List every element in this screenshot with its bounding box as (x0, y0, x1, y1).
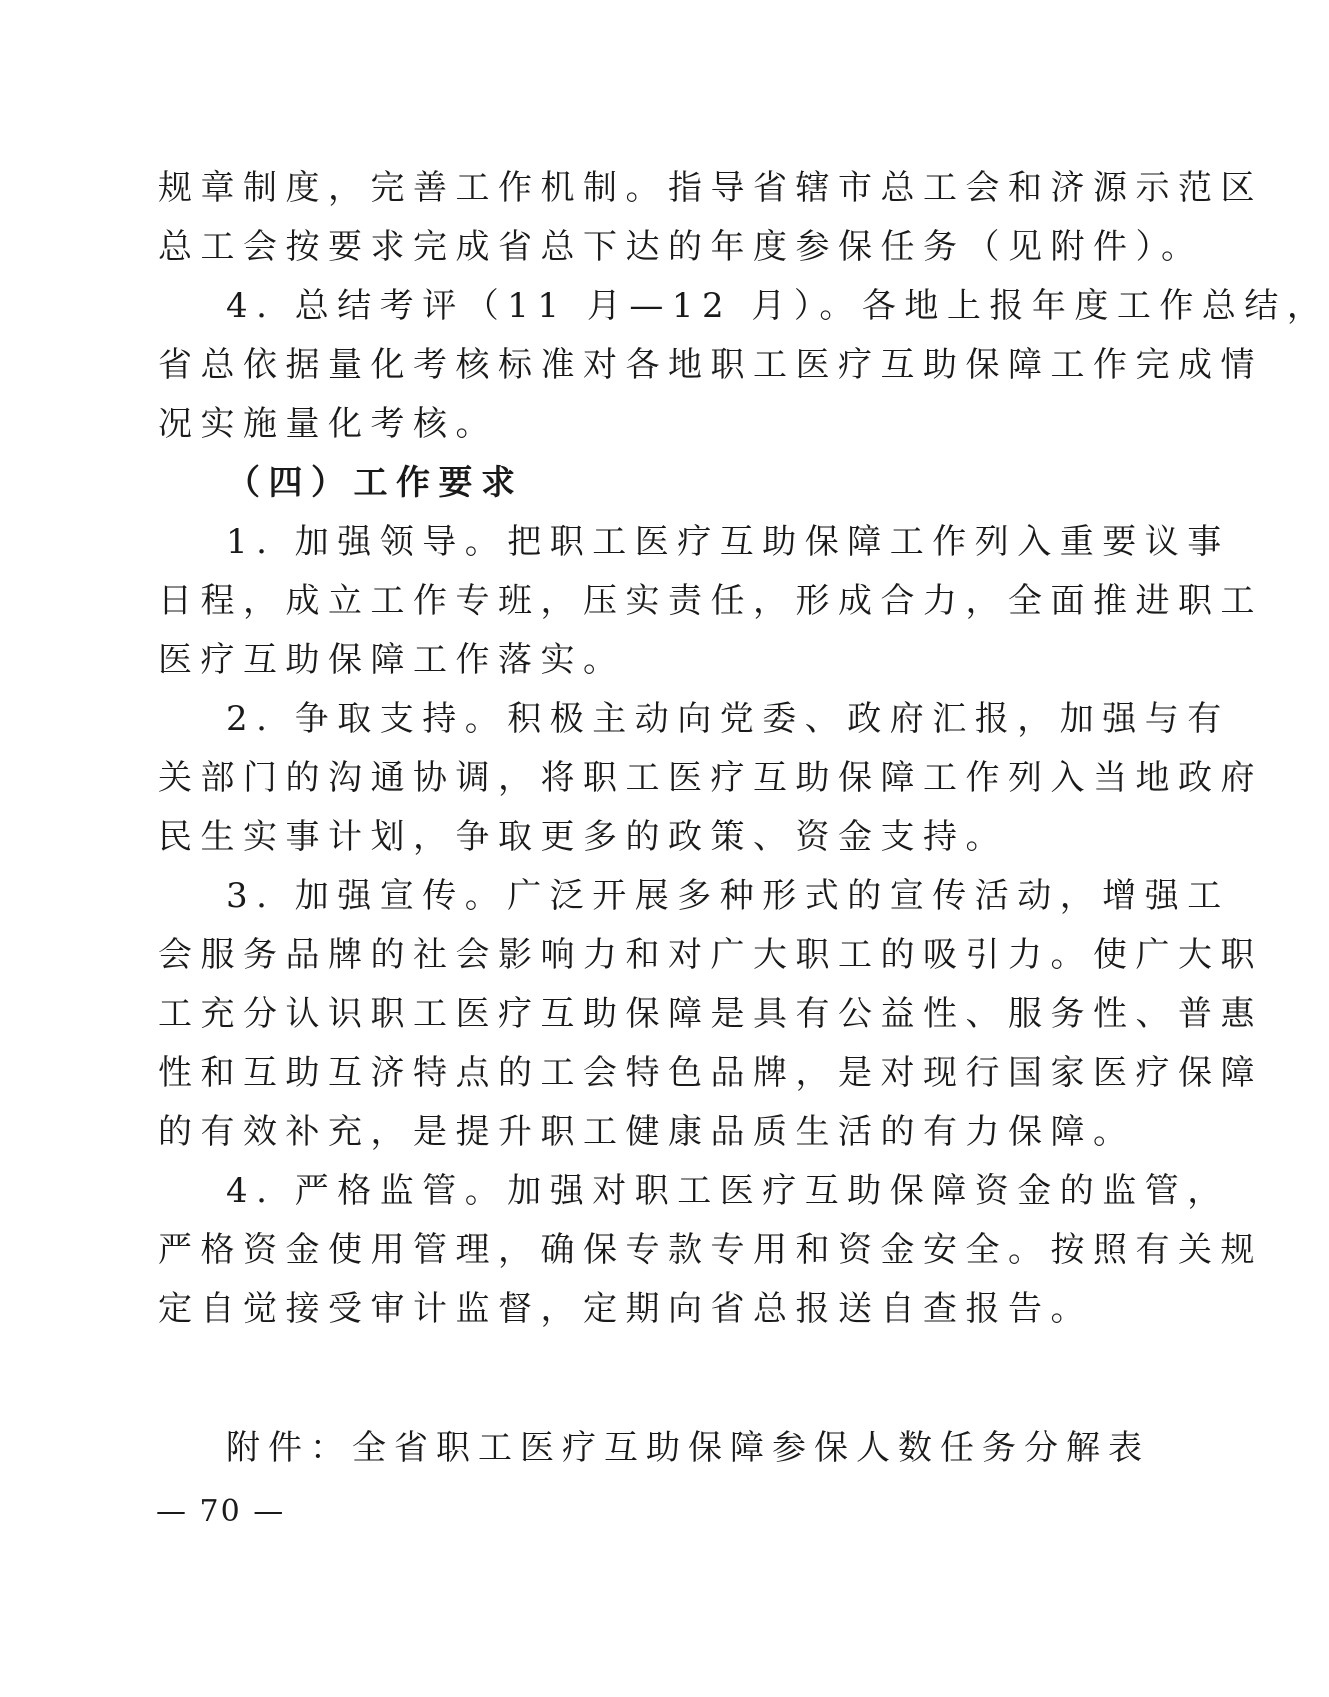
paragraph-line: 日程，成立工作专班，压实责任，形成合力，全面推进职工 (158, 581, 1263, 621)
paragraph-line: 的有效补充，是提升职工健康品质生活的有力保障。 (158, 1112, 1136, 1152)
paragraph-line: 省总依据量化考核标准对各地职工医疗互助保障工作完成情 (158, 345, 1263, 385)
paragraph-line: 医疗互助保障工作落实。 (158, 640, 626, 680)
section-heading: （四）工作要求 (226, 463, 524, 503)
paragraph-line: 会服务品牌的社会影响力和对广大职工的吸引力。使广大职 (158, 935, 1263, 975)
paragraph-line: 1. 加强领导。把职工医疗互助保障工作列入重要议事 (226, 522, 1230, 562)
paragraph-line: 2. 争取支持。积极主动向党委、政府汇报，加强与有 (226, 699, 1230, 739)
paragraph-line: 4. 总结考评（11 月—12 月）。各地上报年度工作总结， (226, 286, 1329, 326)
paragraph-line: 规章制度，完善工作机制。指导省辖市总工会和济源示范区 (158, 168, 1263, 208)
paragraph-line: 3. 加强宣传。广泛开展多种形式的宣传活动，增强工 (226, 876, 1230, 916)
paragraph-line: 严格资金使用管理，确保专款专用和资金安全。按照有关规 (158, 1230, 1263, 1270)
attachment-note: 附件：全省职工医疗互助保障参保人数任务分解表 (226, 1428, 1150, 1468)
paragraph-line: 定自觉接受审计监督，定期向省总报送自查报告。 (158, 1289, 1093, 1329)
paragraph-line: 4. 严格监管。加强对职工医疗互助保障资金的监管， (226, 1171, 1230, 1211)
paragraph-line: 工充分认识职工医疗互助保障是具有公益性、服务性、普惠 (158, 994, 1263, 1034)
page-number: — 70 — (156, 1494, 286, 1529)
paragraph-line: 总工会按要求完成省总下达的年度参保任务（见附件）。 (158, 227, 1204, 267)
paragraph-line: 民生实事计划，争取更多的政策、资金支持。 (158, 817, 1008, 857)
paragraph-line: 性和互助互济特点的工会特色品牌，是对现行国家医疗保障 (158, 1053, 1263, 1093)
paragraph-line: 况实施量化考核。 (158, 404, 498, 444)
paragraph-line: 关部门的沟通协调，将职工医疗互助保障工作列入当地政府 (158, 758, 1263, 798)
